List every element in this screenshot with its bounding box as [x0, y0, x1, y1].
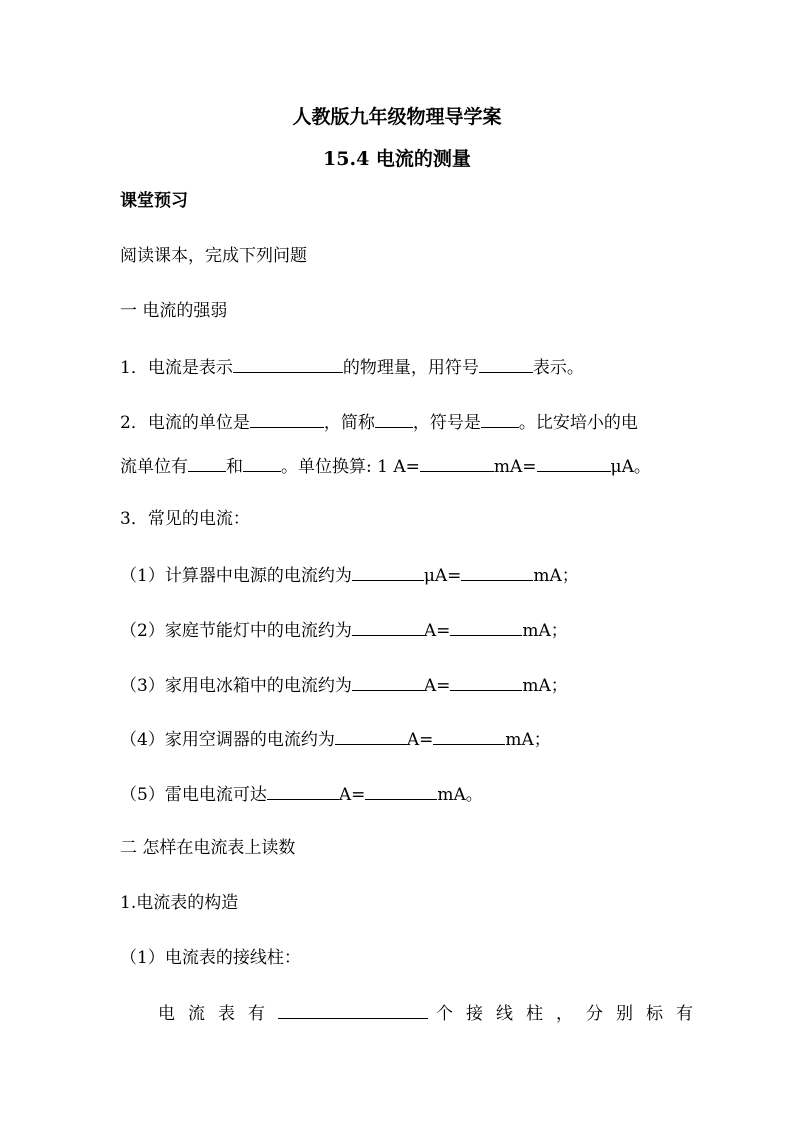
question-3: 3．常见的电流： [120, 509, 250, 529]
question-2-line-2: 流单位有 和 。单位换算: 1 A= mA= μA。 [120, 454, 651, 478]
answer-blank[interactable] [481, 410, 519, 428]
page-subtitle: 15.4 电流的测量 [323, 148, 471, 170]
answer-blank[interactable] [352, 563, 424, 581]
answer-blank[interactable] [267, 782, 339, 800]
answer-blank[interactable] [375, 410, 413, 428]
part2-heading: 二 怎样在电流表上读数 [120, 838, 296, 858]
answer-blank[interactable] [450, 618, 522, 636]
instruction-text: 阅读课本，完成下列问题 [120, 246, 307, 266]
answer-blank[interactable] [479, 355, 533, 373]
answer-blank[interactable] [243, 454, 281, 472]
answer-blank[interactable] [420, 454, 494, 472]
answer-blank[interactable] [335, 727, 407, 745]
answer-blank[interactable] [461, 563, 533, 581]
item-2: （2）家庭节能灯中的电流约为 A= mA； [120, 618, 568, 642]
item-3: （3）家用电冰箱中的电流约为 A= mA； [120, 673, 568, 697]
answer-blank[interactable] [233, 355, 343, 373]
answer-blank[interactable] [250, 410, 324, 428]
part2-item-1: （1）电流表的接线柱： [120, 948, 301, 968]
answer-blank[interactable] [450, 673, 522, 691]
item-5: （5）雷电电流可达 A= mA。 [120, 782, 483, 806]
answer-blank[interactable] [537, 454, 611, 472]
item-1: （1）计算器中电源的电流约为 μA= mA； [120, 563, 579, 587]
section-preview-heading: 课堂预习 [120, 191, 188, 211]
part2-subheading: 1.电流表的构造 [120, 893, 239, 913]
page-title: 人教版九年级物理导学案 [292, 106, 502, 128]
answer-blank[interactable] [188, 454, 226, 472]
answer-blank[interactable] [365, 782, 437, 800]
part1-heading: 一 电流的强弱 [120, 301, 228, 321]
question-2-line-1: 2．电流的单位是 ，简称 ，符号是 。比安培小的电 [120, 410, 638, 434]
answer-blank[interactable] [352, 673, 424, 691]
item-4: （4）家用空调器的电流约为 A= mA； [120, 727, 551, 751]
connector-question: 电流表有 个接线柱，分别标有 [158, 1001, 706, 1025]
answer-blank[interactable] [352, 618, 424, 636]
answer-blank[interactable] [278, 1001, 428, 1019]
question-1: 1．电流是表示 的物理量，用符号 表示。 [120, 355, 584, 379]
answer-blank[interactable] [433, 727, 505, 745]
